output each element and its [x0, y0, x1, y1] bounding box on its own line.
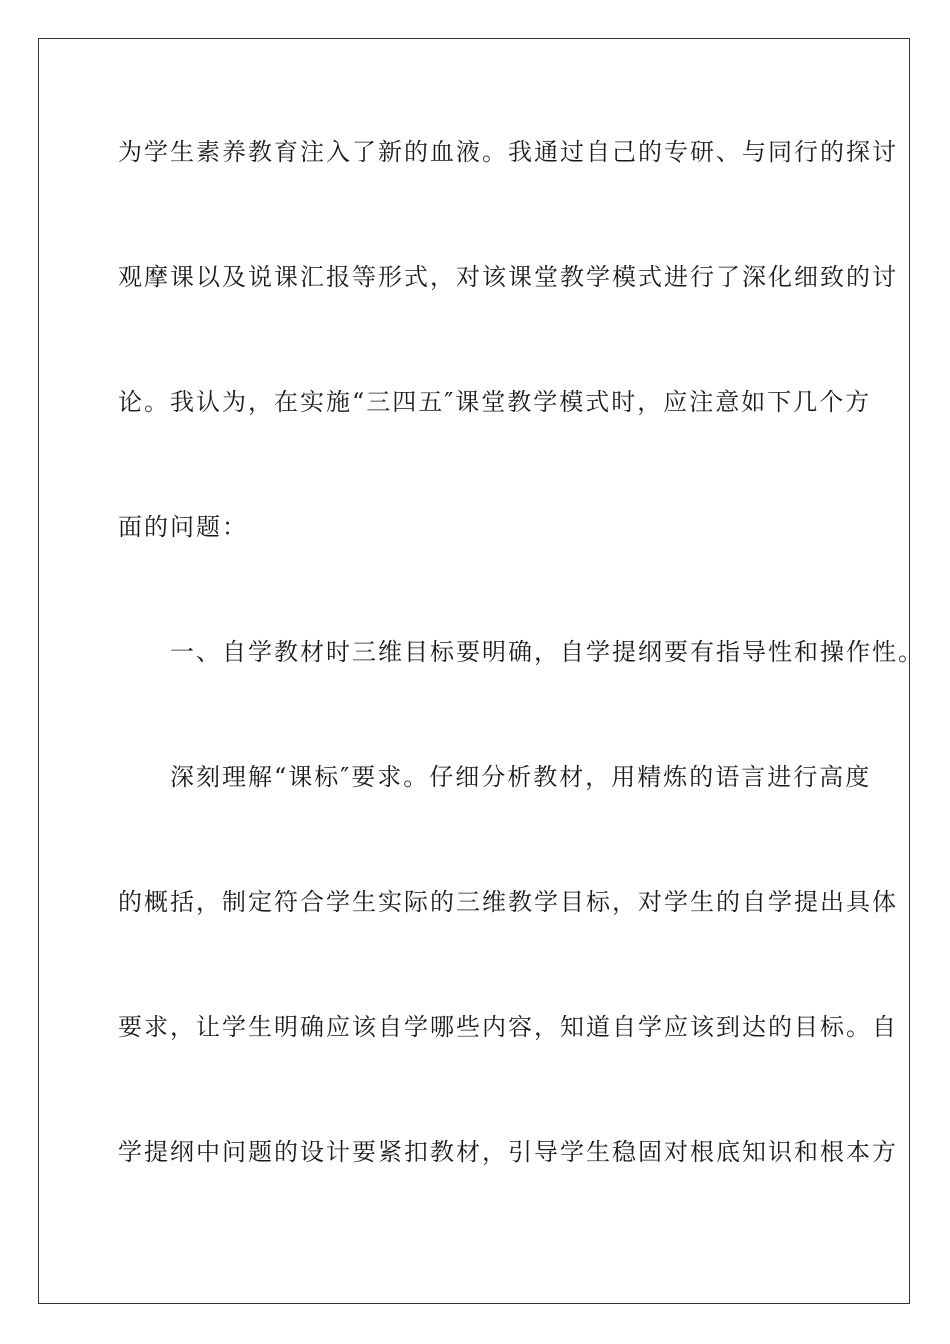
body-text-line-1: 为学生素养教育注入了新的血液。我通过自己的专研、与同行的探讨 [118, 138, 898, 166]
body-text-line-8: 要求，让学生明确应该自学哪些内容，知道自学应该到达的目标。自 [118, 1013, 898, 1041]
body-text-line-3: 论。我认为，在实施“三四五″课堂教学模式时，应注意如下几个方 [118, 388, 872, 416]
section-heading-line: 一、自学教材时三维目标要明确，自学提纲要有指导性和操作性。 [118, 638, 924, 666]
page-border [38, 38, 924, 1304]
body-text-line-4: 面的问题： [118, 513, 248, 541]
body-text-line-2: 观摩课以及说课汇报等形式，对该课堂教学模式进行了深化细致的讨 [118, 263, 898, 291]
body-text-line-7: 的概括，制定符合学生实际的三维教学目标，对学生的自学提出具体 [118, 888, 898, 916]
body-text-line-6: 深刻理解“课标″要求。仔细分析教材，用精炼的语言进行高度 [118, 763, 872, 791]
body-text-line-9: 学提纲中问题的设计要紧扣教材，引导学生稳固对根底知识和根本方 [118, 1138, 898, 1166]
